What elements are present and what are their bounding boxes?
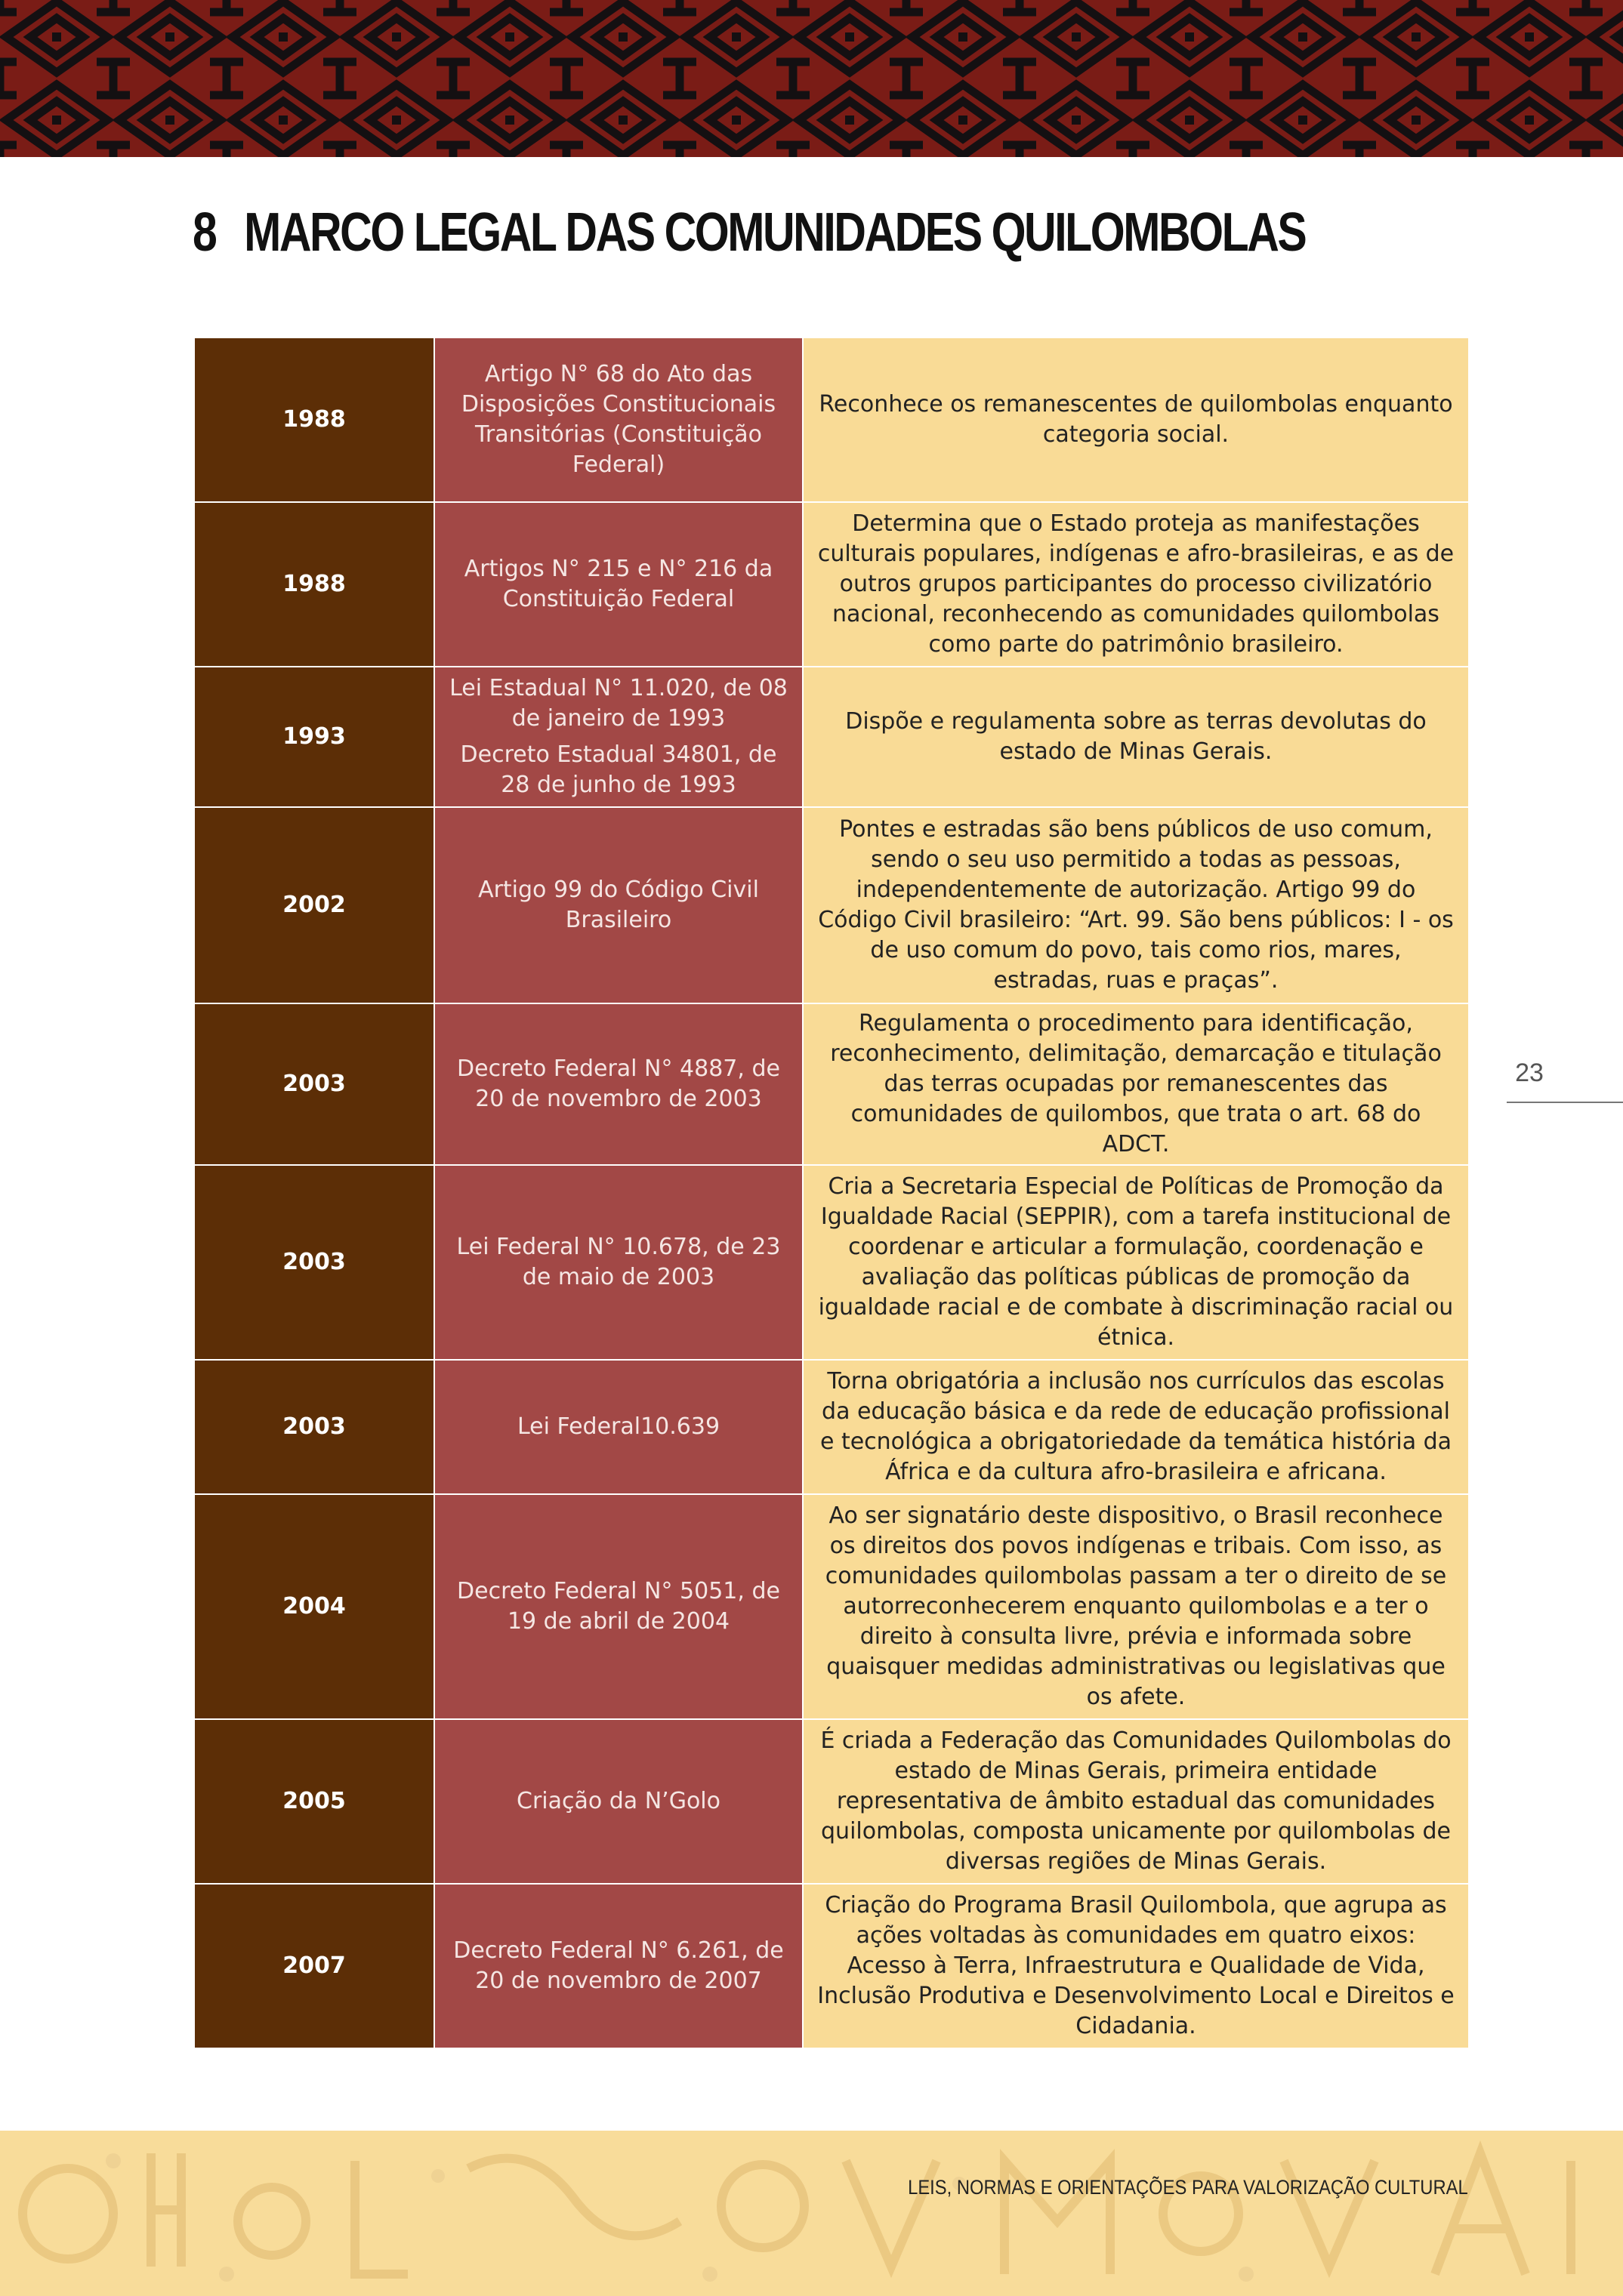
description-cell: Regulamenta o procedimento para identificação, reconhecimento, delimitação, demarcação e titulação das terras ocupadas por remanescentes das comunidades de quilombos, que trata o art. 68 do ADCT.	[803, 1003, 1469, 1165]
law-cell	[434, 337, 803, 502]
table-row	[194, 1360, 1469, 1494]
year-cell: 2005	[194, 1719, 434, 1884]
table-row	[194, 1165, 1469, 1360]
page-number: 23	[1515, 1059, 1544, 1087]
page-title	[193, 195, 1305, 270]
law-text: Lei Estadual N° 11.020, de 08 de janeiro de 1993	[449, 675, 788, 732]
description-cell: Criação do Programa Brasil Quilombola, que agrupa as ações voltadas às comunidades em quatro eixos: Acesso à Terra, Infraestrutura e Qualidade de Vida, Inclusão Produtiva e Desenvolvimento Local e Direitos e Cidadania.	[803, 1884, 1469, 2048]
law-cell	[434, 1165, 803, 1360]
year-cell: 1988	[194, 502, 434, 667]
year-cell: 1988	[194, 337, 434, 502]
table-row	[194, 502, 1469, 667]
law-text: Artigos N° 215 e N° 216 da Constituição Federal	[464, 556, 773, 612]
section-number: 8	[193, 202, 216, 263]
law-cell	[434, 807, 803, 1003]
law-cell	[434, 1360, 803, 1494]
year-cell: 1993	[194, 667, 434, 807]
law-cell	[434, 667, 803, 807]
law-text: Artigo N° 68 do Ato das Disposições Constitucionais Transitórias (Constituição Federal)	[461, 361, 776, 478]
law-text: Lei Federal N° 10.678, de 23 de maio de 2003	[456, 1234, 781, 1290]
description-cell: Determina que o Estado proteja as manifestações culturais populares, indígenas e afro-brasileiras, e as de outros grupos participantes do processo civilizatório nacional, reconhecendo as comunidades quilombolas como parte do patrimônio brasileiro.	[803, 502, 1469, 667]
legal-framework-table	[193, 337, 1470, 2049]
year-cell: 2004	[194, 1494, 434, 1719]
table-row	[194, 337, 1469, 502]
law-cell	[434, 1884, 803, 2048]
year-cell: 2002	[194, 807, 434, 1003]
law-text: Decreto Federal N° 4887, de 20 de novembro de 2003	[457, 1056, 780, 1112]
decorative-footer-pattern	[0, 2131, 1623, 2296]
law-cell	[434, 1719, 803, 1884]
page-number-divider	[1507, 1102, 1623, 1103]
year-cell: 2003	[194, 1165, 434, 1360]
description-cell: Cria a Secretaria Especial de Políticas de Promoção da Igualdade Racial (SEPPIR), com a tarefa institucional de coordenar e articular a formulação, coordenação e avaliação das políticas públicas de promoção da igualdade racial e de combate à discriminação racial ou étnica.	[803, 1165, 1469, 1360]
law-text: Criação da N’Golo	[517, 1788, 720, 1814]
law-text: Artigo 99 do Código Civil Brasileiro	[478, 877, 759, 933]
section-title-text: MARCO LEGAL DAS COMUNIDADES QUILOMBOLAS	[244, 202, 1306, 263]
year-cell: 2003	[194, 1003, 434, 1165]
law-cell	[434, 1494, 803, 1719]
description-cell: Ao ser signatário deste dispositivo, o Brasil reconhece os direitos dos povos indígenas e tribais. Com isso, as comunidades quilombolas passam a ter o direito de se autorreconhecerem enquanto quilombolas e a ter o direito à consulta livre, prévia e informada sobre quaisquer medidas administrativas ou legislativas que os afete.	[803, 1494, 1469, 1719]
description-cell: Pontes e estradas são bens públicos de uso comum, sendo o seu uso permitido a todas as pessoas, independentemente de autorização. Artigo 99 do Código Civil brasileiro: “Art. 99. São bens públicos: I - os de uso comum do povo, tais como rios, mares, estradas, ruas e praças”.	[803, 807, 1469, 1003]
table-row	[194, 1884, 1469, 2048]
table-row	[194, 807, 1469, 1003]
description-cell: Torna obrigatória a inclusão nos currículos das escolas da educação básica e da rede de educação profissional e tecnológica a obrigatoriedade da temática história da África e da cultura afro-brasileira e africana.	[803, 1360, 1469, 1494]
table-row	[194, 1003, 1469, 1165]
description-cell: Reconhece os remanescentes de quilombolas enquanto categoria social.	[803, 337, 1469, 502]
law-cell	[434, 1003, 803, 1165]
table-row	[194, 1494, 1469, 1719]
footer-title: LEIS, NORMAS E ORIENTAÇÕES PARA VALORIZAÇÃO CULTURAL	[908, 2176, 1468, 2199]
law-text: Decreto Estadual 34801, de 28 de junho de 1993	[460, 741, 777, 798]
year-cell: 2007	[194, 1884, 434, 2048]
description-cell: É criada a Federação das Comunidades Quilombolas do estado de Minas Gerais, primeira entidade representativa de âmbito estadual das comunidades quilombolas, composta unicamente por quilombolas de diversas regiões de Minas Gerais.	[803, 1719, 1469, 1884]
law-text: Lei Federal10.639	[517, 1413, 720, 1440]
law-text: Decreto Federal N° 5051, de 19 de abril de 2004	[457, 1578, 780, 1635]
law-cell	[434, 502, 803, 667]
description-cell: Dispõe e regulamenta sobre as terras devolutas do estado de Minas Gerais.	[803, 667, 1469, 807]
table-row	[194, 1719, 1469, 1884]
table-row	[194, 667, 1469, 807]
year-cell: 2003	[194, 1360, 434, 1494]
law-text: Decreto Federal N° 6.261, de 20 de novembro de 2007	[453, 1937, 784, 1994]
decorative-header-pattern	[0, 0, 1623, 157]
